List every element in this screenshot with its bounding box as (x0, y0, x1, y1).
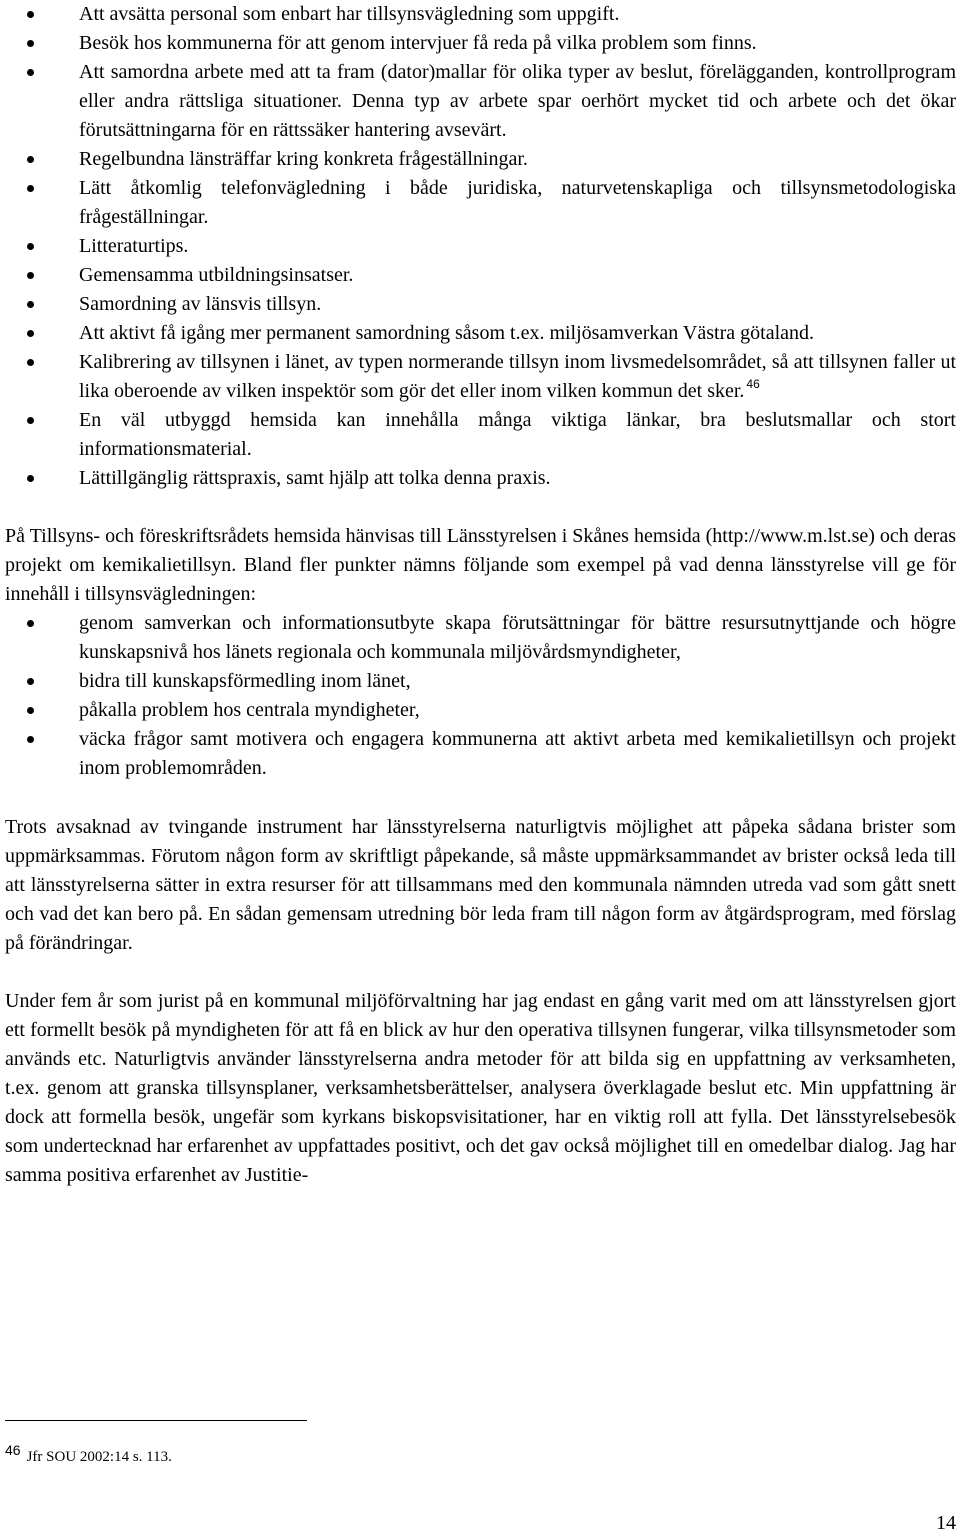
list-item-text: genom samverkan och informationsutbyte skapa förutsättningar för bättre resursutnyttjande och högre kunskapsnivå hos länets regionala och kommunala miljövårdsmyndigheter, (79, 612, 956, 663)
list-item (5, 261, 956, 290)
list-item (5, 667, 956, 696)
paragraph-lansstyrelsen-skane: På Tillsyns- och föreskriftsrådets hemsida hänvisas till Länsstyrelsen i Skånes hemsida (http://www.m.lst.se) och deras projekt om kemikalietillsyn. Bland fler punkter nämns följande som exempel på vad denna länsstyrelse vill ge för innehåll i tillsynsvägledningen: (5, 525, 956, 605)
document-page (5, 0, 956, 1190)
list-item-text: Regelbundna länsträffar kring konkreta frågeställningar. (79, 148, 528, 170)
list-item (5, 696, 956, 725)
list-item-text: Att avsätta personal som enbart har tillsynsvägledning som uppgift. (79, 3, 620, 25)
list-item (5, 609, 956, 667)
footnote-text: Jfr SOU 2002:14 s. 113. (26, 1449, 172, 1465)
footnote (5, 1440, 172, 1467)
list-item (5, 174, 956, 232)
list-item-text: påkalla problem hos centrala myndigheter, (79, 699, 420, 721)
list-item (5, 29, 956, 58)
page-number: 14 (936, 1512, 956, 1534)
list-item-text: Litteraturtips. (79, 235, 189, 257)
list-item (5, 58, 956, 145)
list-item (5, 464, 956, 493)
list-item (5, 725, 956, 783)
list-item (5, 406, 956, 464)
list-item (5, 232, 956, 261)
list-item (5, 145, 956, 174)
list-item (5, 0, 956, 29)
list-item (5, 290, 956, 319)
list-item-text: Kalibrering av tillsynen i länet, av typen normerande tillsyn inom livsmedelsområdet, så att tillsynen faller ut lika oberoende av vilken inspektör som gör det eller inom vilken kommun det sker. (79, 351, 956, 402)
list-item-text: Gemensamma utbildningsinsatser. (79, 264, 354, 286)
paragraph-brister: Trots avsaknad av tvingande instrument har länsstyrelserna naturligtvis möjlighet att påpeka sådana brister som uppmärksammas. Förutom någon form av skriftligt påpekande, så måste uppmärksammandet av brister också leda till att länsstyrelserna sätter in extra resurser för att tillsammans med den kommunala nämnden utreda vad som gått snett och vad det kan bero på. En sådan gemensam utredning bör leda fram till någon form av åtgärdsprogram, med förslag på förändringar. (5, 816, 956, 954)
list-item-text: Att aktivt få igång mer permanent samordning såsom t.ex. miljösamverkan Västra götaland. (79, 322, 814, 344)
list-item (5, 319, 956, 348)
list-item-text: Lätt åtkomlig telefonvägledning i både juridiska, naturvetenskapliga och tillsynsmetodologiska frågeställningar. (79, 177, 956, 228)
list-item-text: Lättillgänglig rättspraxis, samt hjälp att tolka denna praxis. (79, 467, 551, 489)
bullet-list-content-goals (5, 609, 956, 783)
bullet-list-guidance-measures (5, 0, 956, 493)
footnote-number: 46 (5, 1442, 21, 1458)
footnote-divider (5, 1420, 307, 1421)
list-item-text: En väl utbyggd hemsida kan innehålla många viktiga länkar, bra beslutsmallar och stort informationsmaterial. (79, 409, 956, 460)
list-item-text: bidra till kunskapsförmedling inom länet, (79, 670, 411, 692)
list-item-text: Besök hos kommunerna för att genom intervjuer få reda på vilka problem som finns. (79, 32, 757, 54)
list-item (5, 348, 956, 406)
footnote-reference[interactable]: 46 (746, 377, 760, 391)
paragraph-besok: Under fem år som jurist på en kommunal miljöförvaltning har jag endast en gång varit med om att länsstyrelsen gjort ett formellt besök på myndigheten för att få en blick av hur den operativa tillsynen fungerar, vilka tillsynsmetoder som används etc. Naturligtvis använder länsstyrelserna andra metoder för att bilda sig en uppfattning av verksamheten, t.ex. genom att granska tillsynsplaner, verksamhetsberättelser, analysera överklagade beslut etc. Min uppfattning är dock att formella besök, ungefär som kyrkans biskopsvisitationer, har en viktig roll att fylla. Det länsstyrelsebesök som undertecknad har erfarenhet av uppfattades positivt, och det gav också möjlighet till en omedelbar dialog. Jag har samma positiva erfarenhet av Justitie- (5, 990, 956, 1186)
list-item-text: Att samordna arbete med att ta fram (dator)mallar för olika typer av beslut, förelägganden, kontrollprogram eller andra rättsliga situationer. Denna typ av arbete spar oerhört mycket tid och arbete och det ökar förutsättningarna för en rättssäker hantering avsevärt. (79, 61, 956, 141)
list-item-text: Samordning av länsvis tillsyn. (79, 293, 322, 315)
list-item-text: väcka frågor samt motivera och engagera kommunerna att aktivt arbeta med kemikalietillsyn och projekt inom problemområden. (79, 728, 956, 779)
